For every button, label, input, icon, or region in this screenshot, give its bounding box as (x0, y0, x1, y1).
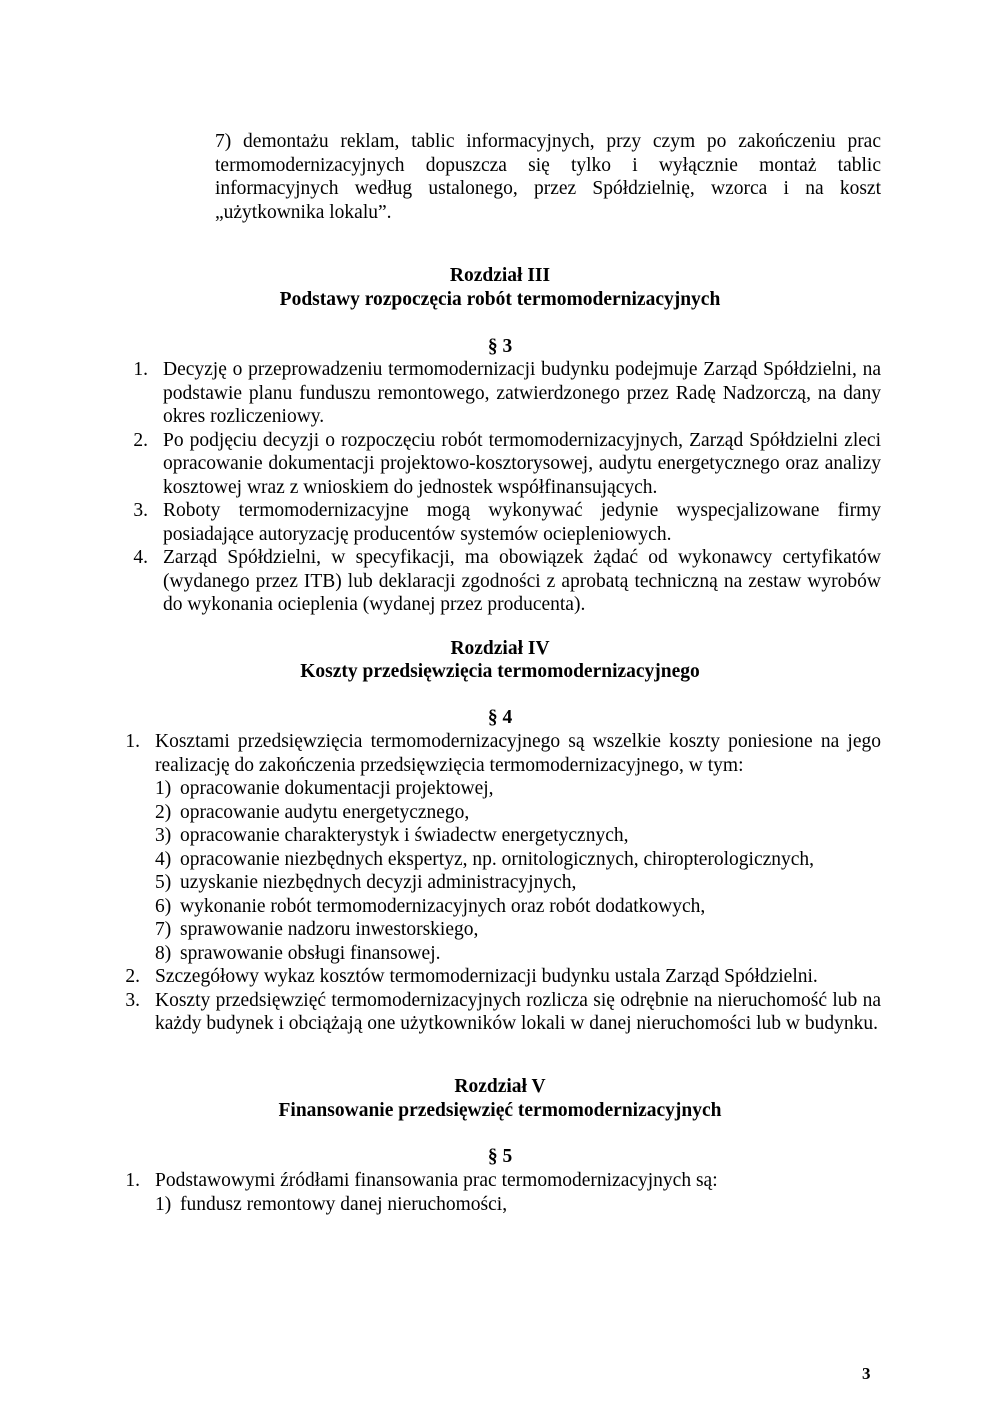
funding-sublist (155, 1193, 881, 1217)
chapter-4-subtitle: Koszty przedsięwzięcia termomodernizacyjnego (300, 661, 700, 682)
item-text: Koszty przedsięwzięć termomodernizacyjnych rozlicza się odrębnie na nieruchomość lub na każdy budynek i obciążają one użytkowników lokali w danej nieruchomości lub w budynku. (155, 989, 881, 1034)
intro-line: 7) demontażu reklam, tablic informacyjnych, przy czym po zakończeniu prac (215, 131, 881, 152)
item-text: Zarząd Spółdzielni, w specyfikacji, ma obowiązek żądać od wykonawcy certyfikatów (wydanego przez ITB) lub deklaracji zgodności z aprobatą techniczną na zestaw wyrobów do wykonania ocieplenia (wydanej przez producenta). (163, 547, 881, 615)
subitem-text: wykonanie robót termomodernizacyjnych oraz robót dodatkowych, (180, 895, 706, 917)
list-item (118, 730, 881, 965)
item-number: 3. (125, 989, 140, 1011)
subitem-number: 7) (155, 919, 172, 940)
item-number: 4. (133, 547, 148, 568)
intro-line: termomodernizacyjnych dopuszcza się tylko i wyłącznie montaż tablic (215, 154, 881, 176)
item-text: Kosztami przedsięwzięcia termomodernizacyjnego są wszelkie koszty poniesione na jego realizację do zakończenia przedsięwzięcia termomodernizacyjnego, w tym: (155, 731, 881, 776)
page-number: 3 (862, 1364, 871, 1383)
item-text: Szczegółowy wykaz kosztów termomodernizacji budynku ustala Zarząd Spółdzielni. (155, 966, 818, 987)
cost-sublist (155, 777, 881, 965)
subitem-number: 2) (155, 801, 172, 823)
intro-line: informacyjnych według ustalonego, przez Spółdzielnię, wzorca i na koszt (215, 178, 881, 199)
chapter-3-title: Rozdział III (449, 265, 551, 286)
list-item (118, 358, 881, 429)
sublist-item (155, 848, 881, 872)
section-5-list (118, 1169, 881, 1216)
subitem-text: sprawowanie obsługi finansowej. (180, 942, 441, 964)
item-number: 1. (133, 359, 148, 380)
section-3-list (118, 358, 881, 617)
chapter-5-title: Rozdział V (454, 1076, 546, 1097)
item-text: Po podjęciu decyzji o rozpoczęciu robót termomodernizacyjnych, Zarząd Spółdzielni zleci opracowanie dokumentacji projektowo-kosztorysowej, audytu energetycznego oraz analizy kosztowej wraz z wnioskiem do jednostek współfinansujących. (163, 429, 881, 498)
item-number: 1. (125, 1170, 140, 1191)
sublist-item (155, 1193, 881, 1217)
intro-line: „użytkownika lokalu”. (215, 201, 392, 223)
subitem-number: 6) (155, 895, 172, 917)
list-item (118, 1169, 881, 1216)
subitem-number: 5) (155, 872, 172, 893)
sublist-item (155, 895, 881, 919)
chapter-4-title: Rozdział IV (450, 638, 550, 659)
chapter-5-subtitle: Finansowanie przedsięwzięć termomodernizacyjnych (278, 1100, 722, 1121)
item-number: 2. (125, 966, 140, 987)
subitem-number: 3) (155, 825, 172, 846)
section-5-heading: § 5 (487, 1146, 513, 1167)
subitem-text: opracowanie dokumentacji projektowej, (180, 778, 494, 799)
sublist-item (155, 777, 881, 801)
sublist-item (155, 824, 881, 848)
subitem-number: 1) (155, 1193, 172, 1215)
item-text: Podstawowymi źródłami finansowania prac termomodernizacyjnych są: (155, 1170, 718, 1191)
subitem-text: sprawowanie nadzoru inwestorskiego, (180, 919, 479, 940)
item-number: 1. (125, 731, 140, 752)
sublist-item (155, 918, 881, 942)
list-item (118, 429, 881, 500)
subitem-number: 4) (155, 848, 172, 870)
chapter-3-subtitle: Podstawy rozpoczęcia robót termomodernizacyjnych (279, 289, 721, 310)
subitem-text: opracowanie charakterystyk i świadectw energetycznych, (180, 825, 629, 846)
item-number: 2. (133, 429, 148, 451)
item-text: Decyzję o przeprowadzeniu termomodernizacji budynku podejmuje Zarząd Spółdzielni, na podstawie planu funduszu remontowego, zatwierdzonego przez Radę Nadzorczą, na dany okres rozliczeniowy. (163, 359, 881, 427)
sublist-item (155, 942, 881, 966)
sublist-item (155, 871, 881, 895)
subitem-number: 8) (155, 942, 172, 964)
sublist-item (155, 801, 881, 825)
list-item (118, 989, 881, 1036)
list-item (118, 499, 881, 546)
subitem-text: uzyskanie niezbędnych decyzji administracyjnych, (180, 872, 577, 893)
section-4-heading: § 4 (487, 707, 513, 728)
intro-paragraph (215, 130, 881, 224)
list-item (118, 546, 881, 617)
subitem-text: opracowanie niezbędnych ekspertyz, np. ornitologicznych, chiropterologicznych, (180, 848, 815, 870)
section-3-heading: § 3 (487, 336, 513, 357)
subitem-text: fundusz remontowy danej nieruchomości, (180, 1193, 508, 1215)
item-number: 3. (133, 500, 148, 521)
subitem-number: 1) (155, 778, 172, 799)
section-4-list (118, 730, 881, 1036)
subitem-text: opracowanie audytu energetycznego, (180, 801, 470, 823)
list-item (118, 965, 881, 989)
item-text: Roboty termomodernizacyjne mogą wykonywać jedynie wyspecjalizowane firmy posiadające autoryzację producentów systemów ociepleniowych. (163, 500, 881, 545)
